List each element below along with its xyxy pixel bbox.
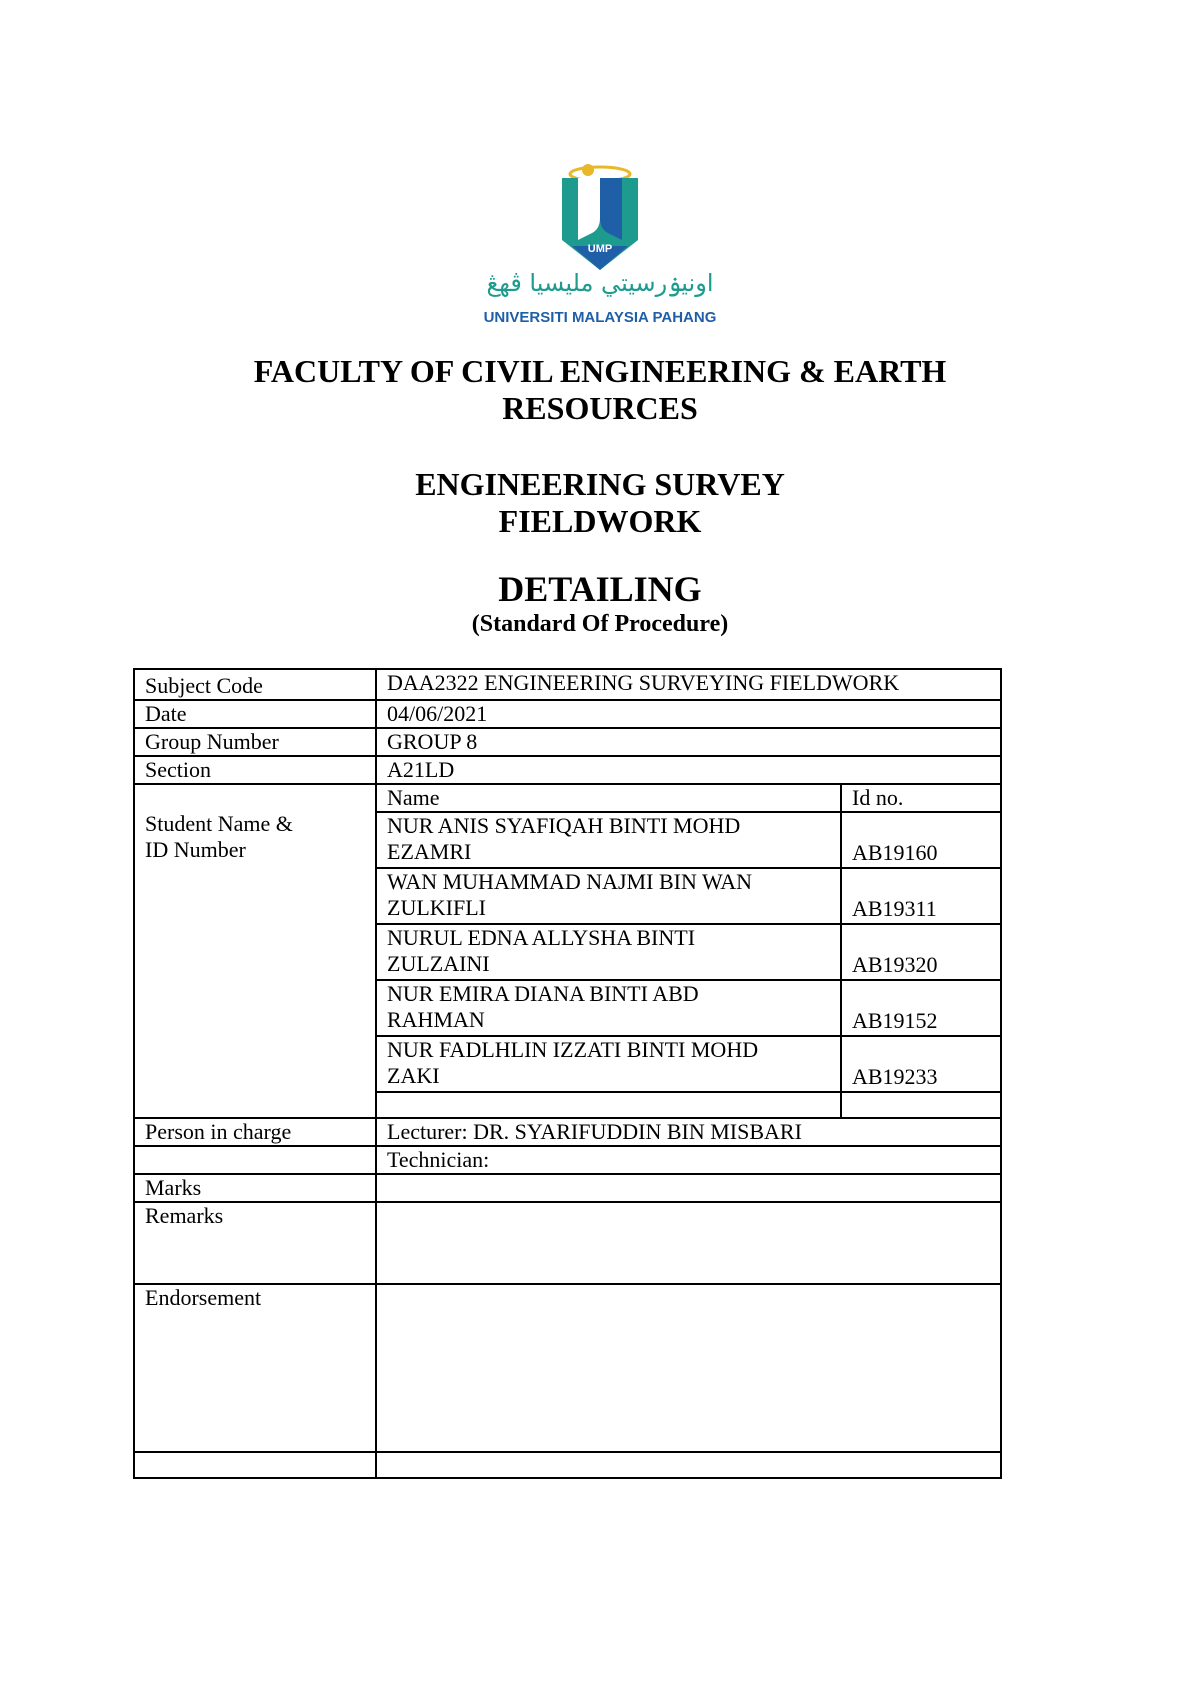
logo-jawi-text: اونيۏرسيتي مليسيا ڤهڠ	[486, 269, 714, 297]
endorsement-row	[134, 1284, 1001, 1452]
date-label: Date	[134, 700, 376, 728]
student-id: AB19152	[841, 980, 1001, 1036]
logo-abbr: UMP	[587, 243, 613, 255]
student-name-line1: NUR FADLHLIN IZZATI BINTI MOHD	[387, 1037, 759, 1062]
report-title: DETAILING	[498, 569, 702, 609]
date-value: 04/06/2021	[376, 700, 1001, 728]
faculty-title-line2: RESOURCES	[502, 390, 698, 426]
student-label-line1: Student Name &	[145, 811, 293, 836]
student-header-row	[134, 784, 1001, 812]
final-empty-value	[376, 1452, 1001, 1478]
student-name-line2: ZAKI	[387, 1063, 440, 1088]
course-title-line2: FIELDWORK	[498, 503, 702, 539]
technician-label-cell	[134, 1146, 376, 1174]
name-header: Name	[376, 784, 841, 812]
person-in-charge-row	[134, 1118, 1001, 1146]
id-header: Id no.	[841, 784, 1001, 812]
university-logo	[440, 160, 760, 335]
student-name-line2: EZAMRI	[387, 839, 472, 864]
marks-row	[134, 1174, 1001, 1202]
section-label: Section	[134, 756, 376, 784]
empty-name-cell	[376, 1092, 841, 1118]
student-name-line1: NUR EMIRA DIANA BINTI ABD	[387, 981, 699, 1006]
empty-id-cell	[841, 1092, 1001, 1118]
section-row	[134, 756, 1001, 784]
group-label: Group Number	[134, 728, 376, 756]
ump-crest-icon	[440, 160, 760, 335]
student-id: AB19320	[841, 924, 1001, 980]
technician-row	[134, 1146, 1001, 1174]
final-empty-row	[134, 1452, 1001, 1478]
student-label-cell	[134, 784, 376, 1118]
final-empty-label	[134, 1452, 376, 1478]
section-value: A21LD	[376, 756, 1001, 784]
lecturer-value: Lecturer: DR. SYARIFUDDIN BIN MISBARI	[376, 1118, 1001, 1146]
marks-label: Marks	[134, 1174, 376, 1202]
student-name-line1: WAN MUHAMMAD NAJMI BIN WAN	[387, 869, 753, 894]
student-id: AB19160	[841, 812, 1001, 868]
person-in-charge-label: Person in charge	[134, 1118, 376, 1146]
student-label-line2: ID Number	[145, 837, 246, 862]
student-name	[376, 868, 841, 924]
logo-university-name: UNIVERSITI MALAYSIA PAHANG	[483, 309, 717, 326]
student-name	[376, 924, 841, 980]
student-name-line2: ZULKIFLI	[387, 895, 486, 920]
report-subtitle: (Standard Of Procedure)	[471, 611, 729, 637]
student-id: AB19233	[841, 1036, 1001, 1092]
student-name	[376, 1036, 841, 1092]
faculty-title	[0, 353, 1200, 427]
student-name-line1: NURUL EDNA ALLYSHA BINTI	[387, 925, 696, 950]
student-name-line2: ZULZAINI	[387, 951, 490, 976]
student-name-line2: RAHMAN	[387, 1007, 485, 1032]
remarks-row	[134, 1202, 1001, 1284]
marks-value	[376, 1174, 1001, 1202]
student-id: AB19311	[841, 868, 1001, 924]
remarks-label: Remarks	[134, 1202, 376, 1284]
cover-info-table	[133, 668, 1002, 1479]
subject-code-value: DAA2322 ENGINEERING SURVEYING FIELDWORK	[376, 669, 1001, 700]
group-row	[134, 728, 1001, 756]
course-title	[0, 466, 1200, 540]
date-row	[134, 700, 1001, 728]
student-name-line1: NUR ANIS SYAFIQAH BINTI MOHD	[387, 813, 741, 838]
course-title-line1: ENGINEERING SURVEY	[415, 466, 785, 502]
endorsement-label: Endorsement	[134, 1284, 376, 1452]
subject-code-row	[134, 669, 1001, 700]
endorsement-value	[376, 1284, 1001, 1452]
group-value: GROUP 8	[376, 728, 1001, 756]
subject-code-label: Subject Code	[134, 669, 376, 700]
student-name	[376, 980, 841, 1036]
student-name	[376, 812, 841, 868]
faculty-title-line1: FACULTY OF CIVIL ENGINEERING & EARTH	[253, 353, 947, 389]
technician-value: Technician:	[376, 1146, 1001, 1174]
remarks-value	[376, 1202, 1001, 1284]
crest-star	[582, 164, 594, 176]
